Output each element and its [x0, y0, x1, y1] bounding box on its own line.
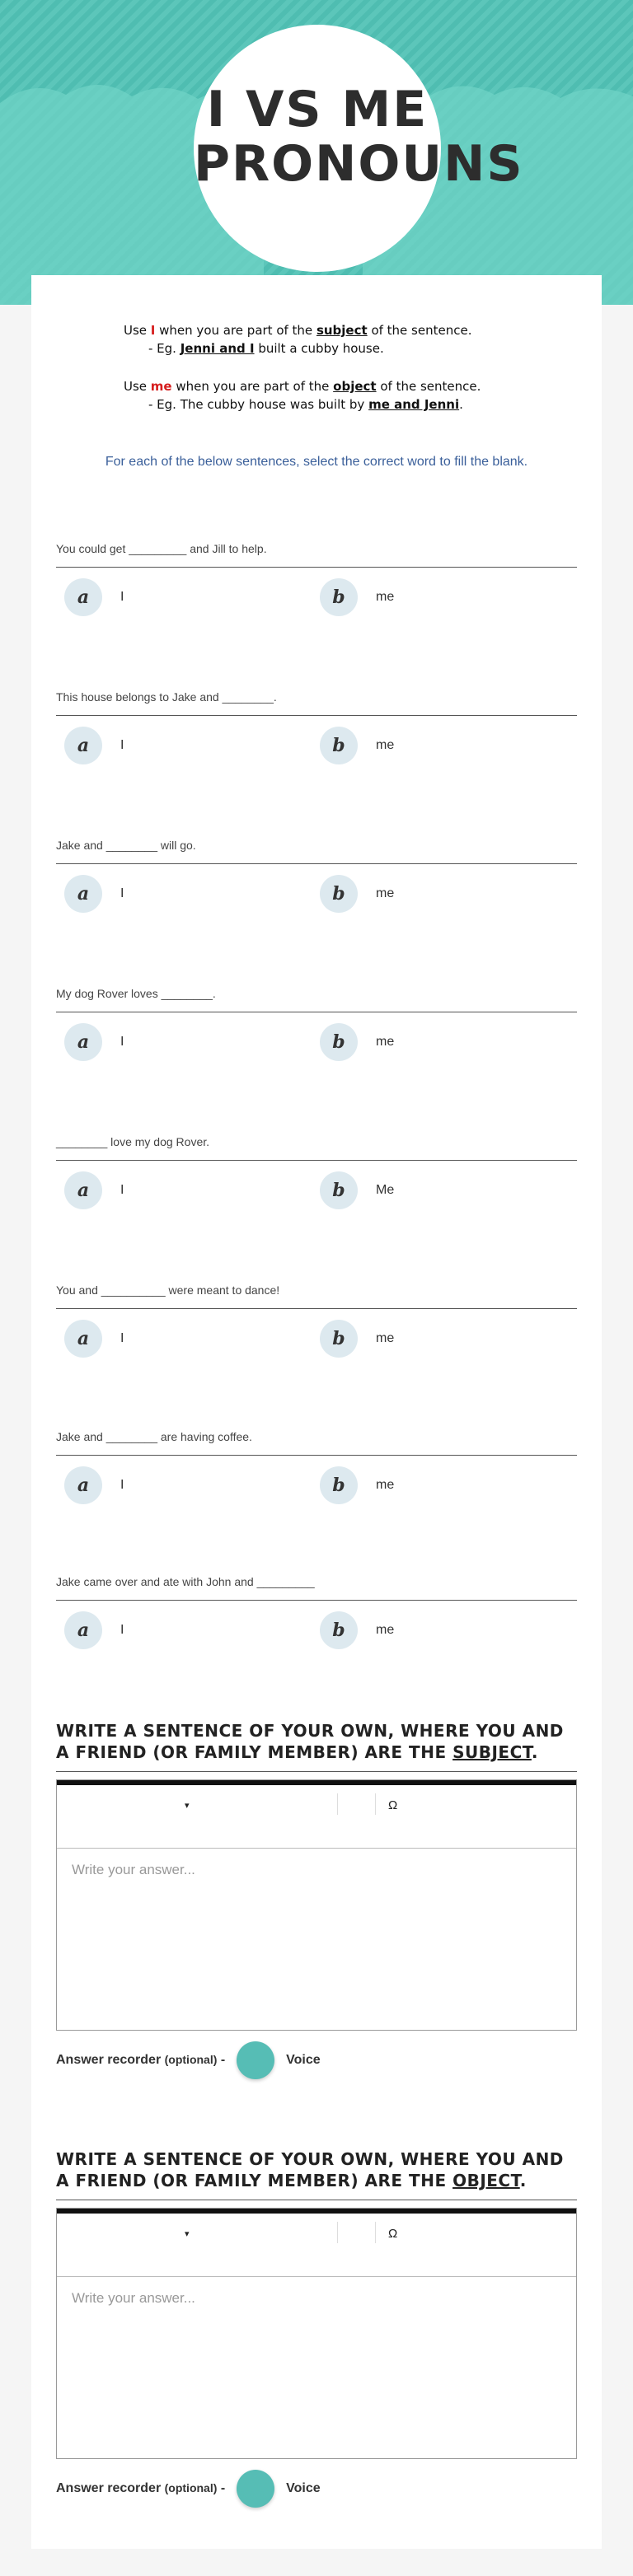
question-item	[56, 1430, 577, 1496]
instruction-text: For each of the below sentences, select the correct word to fill the blank.	[105, 455, 528, 469]
rule-me-example: - Eg. The cubby house was built by me and Jenni.	[148, 397, 463, 412]
option-label: me	[376, 1623, 395, 1637]
option-label: me	[376, 886, 395, 900]
voice-label: Voice	[286, 2053, 321, 2067]
option-label: I	[120, 1331, 124, 1345]
option-b[interactable]	[320, 1023, 394, 1061]
option-label: Me	[376, 1183, 395, 1197]
option-a-badge: a	[64, 727, 102, 764]
option-b-badge: b	[320, 875, 358, 913]
header-banner	[0, 0, 633, 305]
option-a-badge: a	[64, 1023, 102, 1061]
page-title: I VS ME PRONOUNS	[194, 81, 524, 193]
option-b[interactable]	[320, 727, 394, 764]
option-a[interactable]	[64, 875, 124, 913]
option-label: I	[120, 590, 124, 604]
option-a[interactable]	[64, 1171, 124, 1209]
option-label: I	[120, 1623, 124, 1637]
option-a[interactable]	[64, 1466, 124, 1504]
option-a-badge: a	[64, 578, 102, 616]
special-char-button[interactable]: Ω	[388, 2227, 398, 2241]
question-text: My dog Rover loves ________.	[56, 987, 216, 1000]
question-item	[56, 987, 577, 1053]
question-item	[56, 690, 577, 756]
format-dropdown[interactable]: ▾	[185, 2229, 190, 2239]
editor-toolbar	[57, 1785, 576, 1849]
option-a-badge: a	[64, 1320, 102, 1358]
record-voice-button[interactable]	[237, 2041, 274, 2079]
special-char-button[interactable]: Ω	[388, 1798, 398, 1812]
writing-question-subject: WRITE A SENTENCE OF YOUR OWN, WHERE YOU AND A FRIEND (OR FAMILY MEMBER) ARE THE SUBJECT.	[56, 1720, 577, 1772]
question-item	[56, 542, 577, 608]
option-b-badge: b	[320, 578, 358, 616]
option-b-badge: b	[320, 1023, 358, 1061]
option-label: me	[376, 1478, 395, 1492]
voice-label: Voice	[286, 2481, 321, 2495]
option-a-badge: a	[64, 875, 102, 913]
option-label: I	[120, 886, 124, 900]
option-a-badge: a	[64, 1611, 102, 1649]
option-a-badge: a	[64, 1171, 102, 1209]
question-text: You could get _________ and Jill to help.	[56, 542, 267, 555]
divider	[56, 715, 577, 716]
option-b[interactable]	[320, 578, 394, 616]
option-a-badge: a	[64, 1466, 102, 1504]
answer-editor-object[interactable]	[56, 2208, 577, 2459]
option-a[interactable]	[64, 578, 124, 616]
option-label: I	[120, 1478, 124, 1492]
option-a[interactable]	[64, 727, 124, 764]
question-text: Jake came over and ate with John and _________	[56, 1575, 315, 1588]
answer-editor-subject[interactable]	[56, 1779, 577, 2031]
question-text: ________ love my dog Rover.	[56, 1135, 210, 1148]
divider	[56, 567, 577, 568]
answer-textarea[interactable]: Write your answer...	[72, 2290, 195, 2306]
option-a[interactable]	[64, 1023, 124, 1061]
option-b[interactable]	[320, 875, 394, 913]
editor-toolbar	[57, 2214, 576, 2277]
option-b[interactable]	[320, 1611, 394, 1649]
question-item	[56, 1283, 577, 1349]
option-b[interactable]	[320, 1171, 394, 1209]
option-a[interactable]	[64, 1611, 124, 1649]
question-text: Jake and ________ are having coffee.	[56, 1430, 252, 1443]
option-b-badge: b	[320, 1171, 358, 1209]
option-b-badge: b	[320, 727, 358, 764]
divider	[56, 1455, 577, 1456]
question-text: Jake and ________ will go.	[56, 839, 196, 852]
option-b[interactable]	[320, 1320, 394, 1358]
option-b-badge: b	[320, 1320, 358, 1358]
question-text: You and __________ were meant to dance!	[56, 1283, 280, 1297]
option-label: me	[376, 1035, 395, 1049]
writing-question-object: WRITE A SENTENCE OF YOUR OWN, WHERE YOU AND A FRIEND (OR FAMILY MEMBER) ARE THE OBJECT.	[56, 2148, 577, 2200]
record-voice-button[interactable]	[237, 2470, 274, 2508]
divider	[56, 1308, 577, 1309]
option-label: I	[120, 1035, 124, 1049]
option-label: I	[120, 1183, 124, 1197]
option-label: me	[376, 738, 395, 752]
answer-recorder-object: Answer recorder (optional) - Voice	[56, 2470, 321, 2508]
answer-recorder-subject: Answer recorder (optional) - Voice	[56, 2041, 321, 2079]
divider	[56, 1771, 577, 1772]
option-label: I	[120, 738, 124, 752]
option-b-badge: b	[320, 1611, 358, 1649]
question-item	[56, 839, 577, 905]
question-item	[56, 1135, 577, 1201]
rule-me: Use me when you are part of the object of the sentence.	[124, 379, 481, 394]
answer-textarea[interactable]: Write your answer...	[72, 1862, 195, 1877]
option-a[interactable]	[64, 1320, 124, 1358]
grammar-rules	[124, 321, 481, 414]
question-text: This house belongs to Jake and ________.	[56, 690, 277, 704]
divider	[56, 1600, 577, 1601]
divider	[56, 863, 577, 864]
format-dropdown[interactable]: ▾	[185, 1801, 190, 1811]
question-item	[56, 1575, 577, 1641]
rule-i-example: - Eg. Jenni and I built a cubby house.	[148, 341, 384, 356]
option-b-badge: b	[320, 1466, 358, 1504]
rule-i: Use I when you are part of the subject of the sentence.	[124, 323, 472, 338]
option-b[interactable]	[320, 1466, 394, 1504]
option-label: me	[376, 1331, 395, 1345]
divider	[56, 1160, 577, 1161]
option-label: me	[376, 590, 395, 604]
